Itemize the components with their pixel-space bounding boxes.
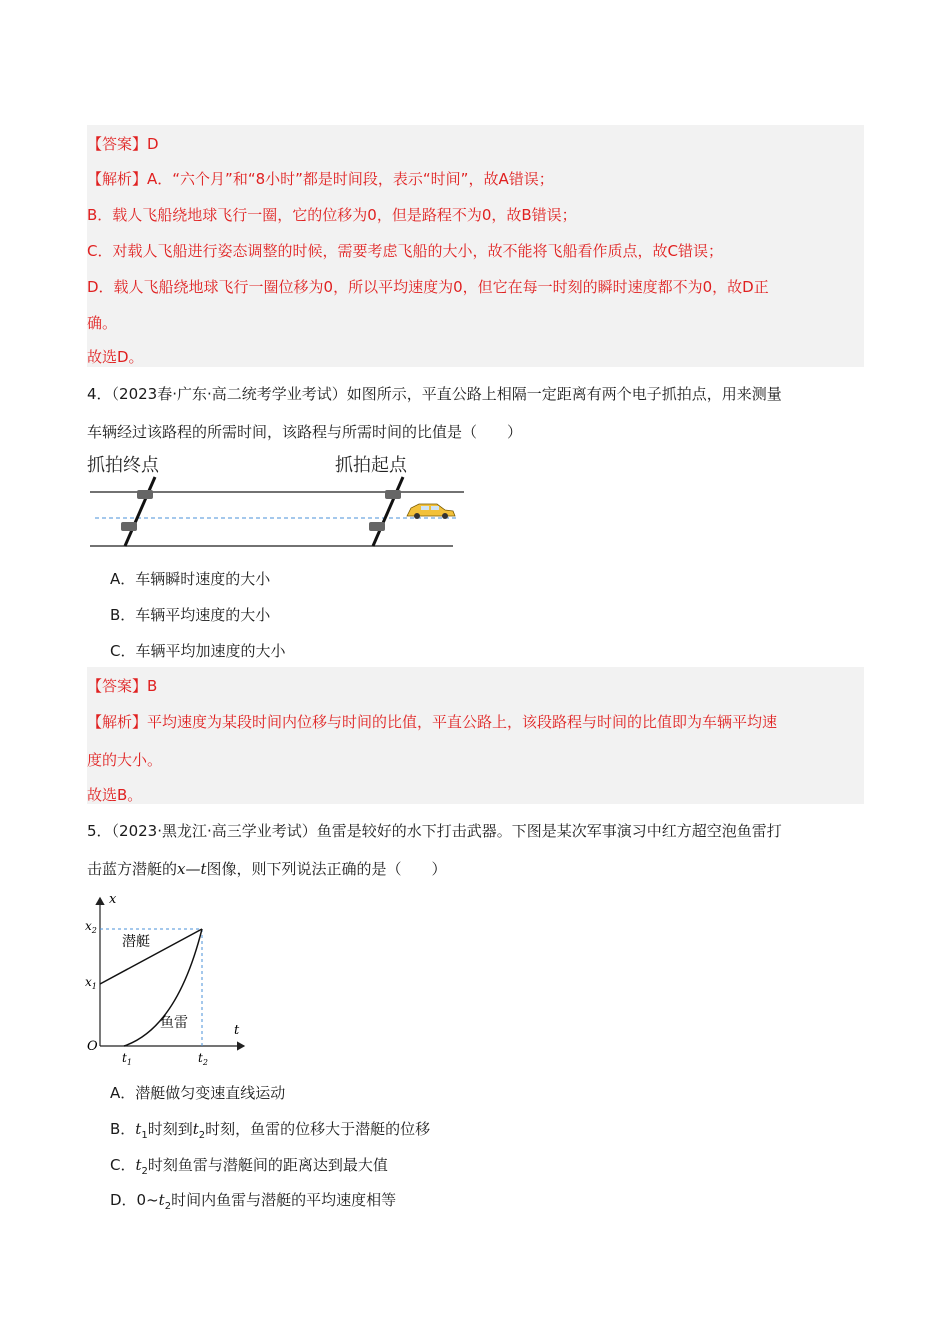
axis-label-t: t: [234, 1023, 240, 1038]
label-torpedo: 鱼雷: [160, 1014, 188, 1030]
solution-block-2: [87, 667, 864, 804]
q5-option-d[interactable]: D．$0\sim t_2$时间内鱼雷与潜艇的平均速度相等: [110, 1191, 397, 1212]
answer-line: 【答案】B: [87, 677, 158, 695]
q5-option-c[interactable]: C．$t_2$时刻鱼雷与潜艇间的距离达到最大值: [110, 1156, 388, 1177]
q4-option-b[interactable]: B．车辆平均速度的大小: [110, 606, 271, 624]
label-capture-end: 抓拍终点: [87, 455, 159, 475]
camera-end: [121, 477, 155, 546]
label-submarine: 潜艇: [122, 933, 150, 949]
analysis-line-1: 【解析】平均速度为某段时间内位移与时间的比值，平直公路上，该段路程与时间的比值即为车辆平均速: [87, 713, 778, 731]
analysis-line-2: 度的大小。: [87, 751, 163, 769]
tick-x1: $x_1$: [85, 975, 97, 991]
tick-x2: $x_2$: [85, 919, 97, 935]
q4-stem-line-1: 4．（2023春·广东·高二统考学业考试）如图所示，平直公路上相隔一定距离有两个电子抓拍点，用来测量: [87, 385, 782, 403]
camera-start: [369, 477, 403, 546]
origin-label: O: [87, 1039, 98, 1054]
label-capture-start: 抓拍起点: [335, 455, 407, 475]
q4-stem-line-2: 车辆经过该路程的所需时间，该路程与所需时间的比值是（ ）: [87, 423, 523, 441]
q5-option-a[interactable]: A．潜艇做匀变速直线运动: [110, 1084, 286, 1102]
answer-line: [87, 133, 159, 154]
solution-block-1: [87, 125, 864, 367]
road-figure: [85, 450, 470, 552]
analysis-line-5: 确。: [87, 314, 118, 332]
analysis-tag: 【解析】: [87, 170, 148, 188]
conclusion: 故选B。: [87, 786, 143, 804]
q4-option-a[interactable]: A．车辆瞬时速度的大小: [110, 570, 271, 588]
analysis-line-1: 【解析】A．“六个月”和“8小时”都是时间段，表示“时间”，故A错误；: [87, 170, 554, 188]
answer-value: D: [147, 135, 159, 153]
tick-t1: $t_1$: [122, 1051, 132, 1067]
xt-variable: x—t: [177, 860, 207, 878]
analysis-line-4: D．载人飞船绕地球飞行一圈位移为0，所以平均速度为0，但它在每一时刻的瞬时速度都不为0，故D正: [87, 278, 769, 296]
q4-option-c[interactable]: C．车辆平均加速度的大小: [110, 642, 286, 660]
answer-tag: 【答案】: [87, 135, 148, 153]
q5-stem-line-2: 击蓝方潜艇的x—t图像，则下列说法正确的是（ ）: [87, 860, 447, 878]
conclusion: 故选D。: [87, 348, 144, 366]
analysis-line-3: C．对载人飞船进行姿态调整的时候，需要考虑飞船的大小，故不能将飞船看作质点，故C错误；: [87, 242, 723, 260]
car-icon: [407, 504, 455, 519]
xt-graph: [82, 888, 252, 1068]
axis-label-x: x: [109, 892, 117, 907]
tick-t2: $t_2$: [198, 1051, 208, 1067]
q5-stem-line-1: 5．（2023·黑龙江·高三学业考试）鱼雷是较好的水下打击武器。下图是某次军事演习中红方超空泡鱼雷打: [87, 822, 782, 840]
analysis-line-2: B．载人飞船绕地球飞行一圈，它的位移为0，但是路程不为0，故B错误；: [87, 206, 577, 224]
q5-option-b[interactable]: B．$t_1$时刻到$t_2$时刻，鱼雷的位移大于潜艇的位移: [110, 1120, 431, 1141]
